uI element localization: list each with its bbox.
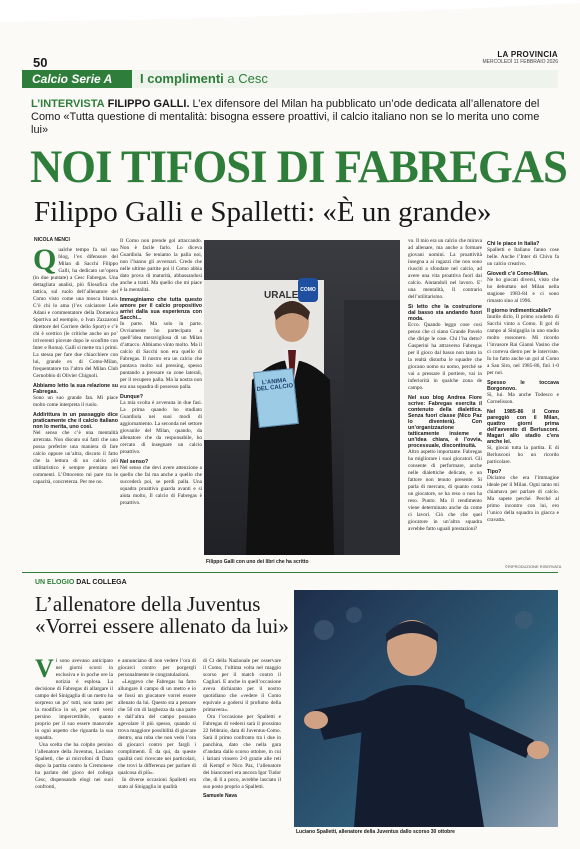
interview-answer: Nel senso che devi avere attenzione a quello che fai ma anche a quello che succederà poi, se perdi palla. Una squadra proattiva guarda avanti e si aiuta molto, Il calcio di Fabregas è proattivo.: [120, 465, 202, 506]
article-column-3: [408, 238, 482, 558]
article-kicker: [31, 98, 551, 137]
article2-column-1: [35, 658, 113, 838]
col1-paragraph: ualche tempo fa sul suo blog, l’ex difensore del Milan di Sacchi Filippo Galli, ha dedicato un’opera (in due puntate) a Cesc Fabregas. Una dettagliata analisi, più filosofica che tattica, sul ruolo dell’allenatore del Como visto come una mosca bianca. C’è chi lo ama (l’ex calciatore Lele Adani e commentatore della Domenica Sportiva ad esempio, o Ivan Zazzaroni direttore del Corriere dello Sport) e c’è chi è scettico (le critiche anche un po’ irriverenti piovute dopo le sconfitte con Inter e Roma). Galli si mette tra i primi. La stessa per fare due chiacchiere con lui, grande ex di Como-Milan, frequentatore tra l’altro del Milan Club Cernobbio di Olivier Chignoli.: [33, 247, 118, 379]
article2-kicker: [35, 579, 127, 586]
article2-column-2: [118, 658, 196, 838]
photo-luciano-spalletti: [294, 590, 558, 827]
interview-answer: Sì, giocai tutta la partita. E di Berlusconi ho un ricordo particolare.: [487, 445, 559, 465]
photo-filippo-galli: [204, 240, 400, 555]
article2-headline-line2: «Vorrei essere allenato da lui»: [35, 614, 289, 638]
copyright-notice: ©RIPRODUZIONE RISERVATA: [505, 564, 562, 569]
drop-cap: V: [35, 658, 54, 683]
section-title-rest: a Cesc: [223, 71, 268, 86]
page-number: 50: [33, 55, 48, 70]
interview-answer: Spalletti e Italiano fanno cose belle. Anche l’Inter di Chivu fa un calcio creativo.: [487, 247, 559, 267]
interview-answer: Inutile dirlo, Il primo scudetto di Sacchi vinto a Como. Il gol di campo al Sinigaglia in uno stadio molto rossonero. Mi ricordo l’invasore Rai Gianni Vasino che ci correva dietro per le interviste. Io ho fatto anche un gol al Como a San Siro, nel 1985-86, finì 1-0 per noi.: [487, 314, 559, 376]
masthead-logo: LA PROVINCIA: [497, 50, 558, 59]
article-column-1: [33, 247, 118, 557]
interview-answer: Sono un suo grande fan. Mi piace molto come interpreta il ruolo.: [33, 395, 118, 408]
article-column-4: [487, 238, 559, 560]
section-title: [132, 70, 558, 88]
drop-cap: Q: [33, 247, 57, 276]
section-bar: [22, 70, 558, 88]
interview-answer: La mia svolta è avvenuta in due fasi. La prima quando ho studiato Guardiola nei suoi modi di aggiornamento. La seconda nel settore giovanile del Milan, quando, da allenatore che da responsabile, ho cercato di insegnare un calcio proattivo.: [120, 400, 202, 455]
interview-question: Nel senso?: [120, 459, 149, 465]
article2-paragraph: di Ct della Nazionale per osservare il Como, l’ultima volta nel maggio scorso per il match contro il Cagliari. E anche in quell’occasione aveva dichiarato per il nostro quotidiano che «vedere il Como equivale a godersi il profumo della primavera».: [203, 658, 281, 713]
interview-answer: Il Como non prende gol attaccando. Non è facile farlo. Lo diceva Guardiola. Se teniamo la palla noi, non l’hanno gli avversari. Credo che nelle ultime partite poi il Como abbia dato prova di maturità, abbassandosi anche a tratti. Ma quello che mi piace è la mentalità.: [120, 238, 202, 293]
section-title-bold: I complimenti: [140, 71, 224, 86]
article-column-2: [120, 238, 202, 556]
article2-column-3: [203, 658, 281, 838]
interview-question: Nel 1985-86 il Como pareggiò con il Milan, quattro giorni prima dell’avvento di Berlusconi. Magari allo stadio c’era anche lei.: [487, 409, 559, 445]
masthead: [483, 50, 559, 65]
interview-question: Immaginiamo che tutta questo amore per il calcio propositivo arrivi dalla sua esperienza con Sacchi...: [120, 297, 202, 321]
article2-paragraph: In diverse occasioni Spalletti era stato al Sinigaglia in qualità: [118, 777, 196, 790]
interview-question: Spesso le toccava Borgonovo.: [487, 380, 559, 392]
photo-caption: Filippo Galli con uno dei libri che ha scritto: [206, 559, 309, 565]
backdrop-text: URALE: [264, 290, 299, 301]
section-divider: [22, 572, 558, 573]
interview-answer: vo. Il mio era un calcio che mirava ad allenare, ma anche a formare giovani uomini. La proattività insegna a ai ragazzi che non sono riusciti a sfondare nel calcio, ad avere una vita proattiva fuori dal calcio. Aiutandoli nel lavoro. E’ una mentalità, Il contrario dell’utilitarismo.: [408, 238, 482, 300]
article2-headline-line1: L’allenatore della Juventus: [35, 592, 261, 616]
section-label: Calcio Serie A: [22, 70, 132, 88]
como-badge-icon: COMO: [298, 278, 318, 302]
kicker-text: L’ex difensore del Milan ha pubblicato un’ode dedicata all’allenatore del Como «Tutta questione di mentalità: bisogna essere proattivi, il calcio italiano non se lo merita uno come lui»: [31, 98, 540, 136]
interview-question: Giovedì c’è Como-Milan.: [487, 271, 549, 277]
interview-question: Tipo?: [487, 469, 502, 475]
article2-paragraph: Ora l’occasione per Spalletti e Fabregas di vedersi sarà il prossimo 22 febbraio, data di Juventus-Como. Sarà il primo confronto tra i due in panchina, dato che nella gara d’andata dallo scorso ottobre, in cui i lariani vinsero 2-0 grazie alle reti di Kempf e Nico Paz, l’allenatore dei bianconeri era ancora Igor Tudor che, di lì a poco, avrebbe lasciato il suo posto proprio a Spalletti.: [203, 714, 281, 790]
masthead-date: MERCOLEDÌ 11 FEBBRAIO 2026: [482, 59, 558, 65]
kicker-name: FILIPPO GALLI.: [107, 98, 190, 110]
interview-answer: Ne ho giocati diversi, visto che ho debuttato nel Milan nella stagione 1983-84 e ci sono rimasto sino al 1996.: [487, 277, 559, 304]
kicker-label: L’INTERVISTA: [31, 98, 105, 110]
byline: NICOLA NENCI: [34, 237, 70, 243]
photo-background-person: [344, 300, 400, 555]
fold-edge: [0, 0, 580, 22]
interview-answer: Diciamo che era l’immagine ideale per il Milan. Ogni tanto mi chiamava per parlare di calcio. Ma sapete perché. Perché al primo incontro con lui, ero l’unico della squadra in giacca e cravatta.: [487, 475, 559, 523]
interview-question: Sì letto che la costruzione dal basso sta andando fuori moda.: [408, 304, 482, 322]
interview-question: Abbiamo letto la sua relazione su Fabregas.: [33, 383, 118, 395]
interview-question: Nel suo blog Andrea Fiore scrive: Fabregas esercita il contenuto della dialettica. Senza fuori classe (Nico Paz lo diventerà). Con un’organizzazione tatticamente insieme e un’idea chiara, è l’ovvia, processuale, discontinuità.: [408, 395, 482, 449]
article2-paragraph: Una scelta che ha colpito persino l’allenatore della Juventus, Luciano Spalletti, che ai microfoni di Dazn dopo la partita contro la Cremonese ha parlato del gioco del collega Cesc, dispensando elogi nei suoi confronti,: [35, 742, 113, 790]
interview-answer: Ecco. Quando leggo cose così penso che ci siano Grande Pavelo che dirige le cose. Chi l’ha detto? Gasperini ha attraverso Fabregas per il gioco dal basso non tanto in la realtà disturba le squadre che giocano uomo su uomo, perché se vai a pressare il portiere, vai in inferiorità in qualche zona de campo.: [408, 322, 482, 391]
interview-answer: Nel senso che c’è una mentalità arretrata. Non discuto sui fatti che uno possa preferire una maniera di fare calcio oppure un’altra, discuto il fatto che la lettura di un calcio più utilitaristico è sempre premiato nei commenti. L’Ottocento mi pare tra le capacità, concreterza. Per me no.: [33, 430, 118, 485]
article2-kicker-rest: DAL COLLEGA: [74, 579, 127, 586]
book-cover: L’ANIMA DEL CALCIO: [253, 368, 299, 428]
interview-question: Il giorno indimenticabile?: [487, 308, 552, 314]
article2-paragraph: i sono avevano anticipato nei giorni scorsi in esclusiva e in poche ore la notizia è esplosa. La decisione di Fabregas di allargare il campo del Sinigaglia di un metro ha sorpreso un po’ tutti, non tanto per la modifica in sé, per certi versi persino impercettibile, quanto proprio per il suo essere manovale in ogni aspetto che riguarda la sua squadra.: [35, 658, 113, 741]
interview-answer: In parte. Ma solo in parte. Ovviamente ho partecipato a quell’idea meravigliosa di un Milan d’attacco. Abbiamo vinto molto. Ma il calcio di Sacchi non era quello di Fabregas. Il nostro era un calcio che puntava molto sul pressing, spesso puntando a pressare su zone laterali, per il recupero palla. Ma la nostra non era una squadra di possesso palla.: [120, 321, 202, 390]
subheadline: Filippo Galli e Spalletti: «È un grande»: [34, 196, 492, 228]
coach-silhouette: [294, 590, 558, 827]
article2-kicker-label: UN ELOGIO: [35, 579, 75, 586]
article2-paragraph: «Leggevo che Fabregas ha fatto allungare il campo di un metro e io se fossi un giocatore vorrei essere allenato da lui. Questo sta a pensare che 50 cm di larghezza da una parte e dall’altra del campo possano agevolare il più spesso, quando si trova maggiore possibilità di giocare dentro, una roba che non vedo l’ora di giocarci contro per fargli i complimenti. È da qui, da queste qualità così ricercate nei particolari, che trovi la differenza per parlare di qualcosa di più».: [118, 679, 196, 776]
article2-paragraph: e annunciano di non vedere l’ora di giocarci contro per porgergli personalmente le congratulazioni.: [118, 658, 196, 678]
article2-signature: Samuele Nava: [203, 793, 237, 799]
interview-answer: Altro aspetto importante. Fabregas ha migliorare i suoi giocatori. Gli consente di performare, anche nelle dialettiche delicate, e un fattore non tenuto presente. Si parla di mercato, di quanto costa un giocatore, se ha reso o non ha reso. Punto. Ma il rendimento viene determinato anche da come ci lavori. Ciò che che quel giocatore in un’altra squadra avrebbe fatto uguali prestazioni?: [408, 449, 482, 532]
headline: NOI TIFOSI DI FABREGAS: [30, 141, 567, 193]
photo-caption: Luciano Spalletti, allenatore della Juventus dallo scorso 30 ottobre: [296, 829, 455, 835]
interview-answer: Sì, lui. Ma anche Todesco e Cornelisson.: [487, 392, 559, 405]
interview-question: Dunque?: [120, 394, 143, 400]
interview-question: Addirittura in un passaggio dice praticamente che il calcio italiano non lo merita, uno così.: [33, 412, 118, 430]
interview-question: Chi le piace in Italia?: [487, 241, 540, 247]
